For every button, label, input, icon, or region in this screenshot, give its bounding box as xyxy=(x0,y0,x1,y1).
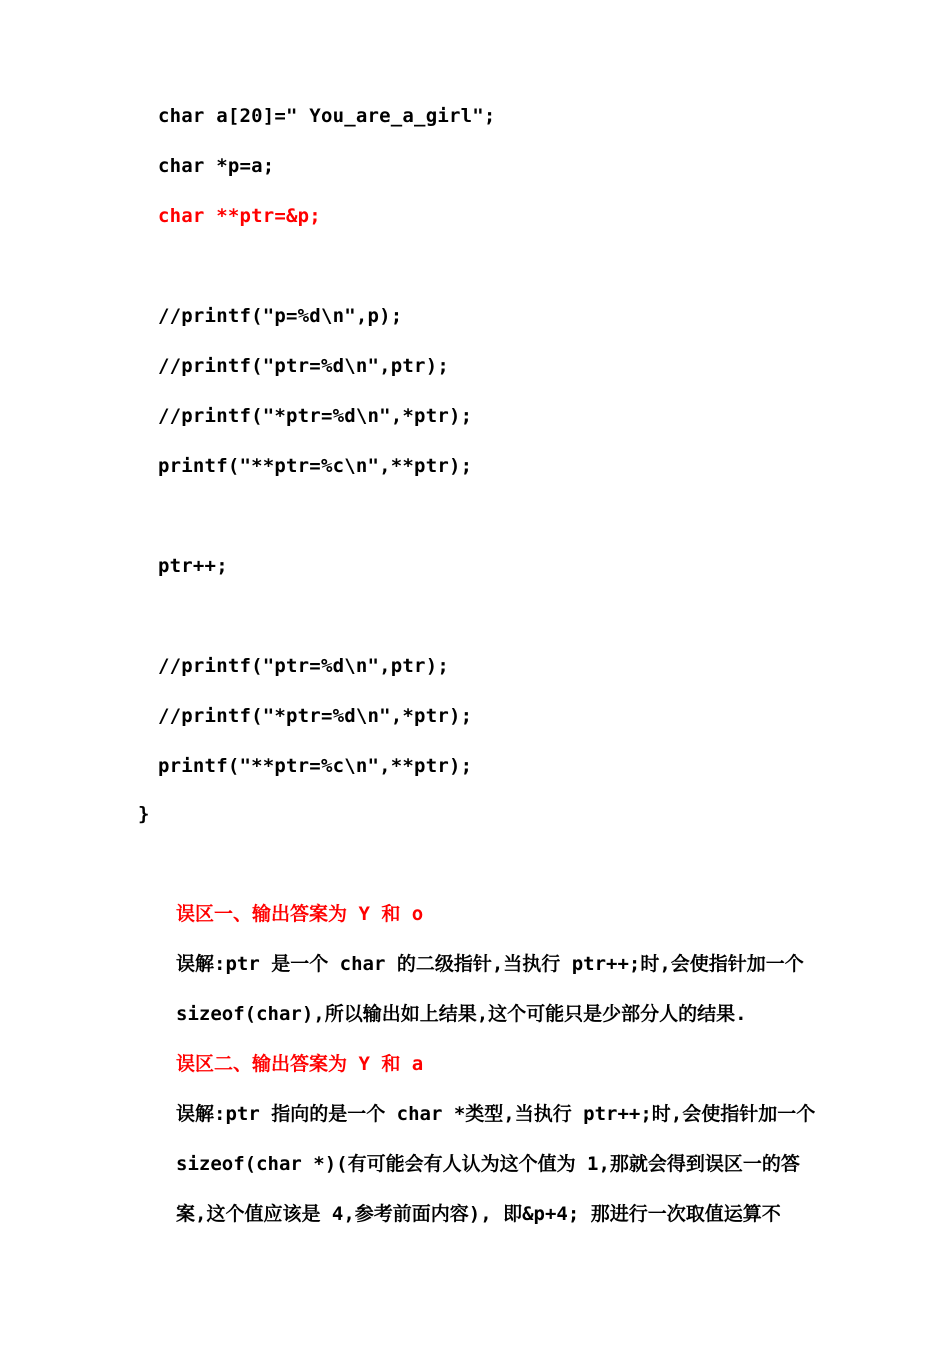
misconception-heading-1: 误区一、输出答案为 Y 和 o xyxy=(176,903,424,925)
code-line: //printf("ptr=%d\n",ptr); xyxy=(158,355,449,377)
code-line-blank xyxy=(158,498,918,548)
closing-brace: } xyxy=(138,803,150,825)
explanation-line: 误解:ptr 是一个 char 的二级指针,当执行 ptr++;时,会使指针加一个 xyxy=(176,953,804,975)
explanation-line: sizeof(char),所以输出如上结果,这个可能只是少部分人的结果. xyxy=(176,1003,747,1025)
explanation-notes xyxy=(176,896,876,1246)
explanation-line: 案,这个值应该是 4,参考前面内容), 即&p+4; 那进行一次取值运算不 xyxy=(176,1203,781,1225)
code-line-blank xyxy=(158,248,918,298)
misconception-heading-2: 误区二、输出答案为 Y 和 a xyxy=(176,1053,424,1075)
explanation-line: 误解:ptr 指向的是一个 char *类型,当执行 ptr++;时,会使指针加一个 xyxy=(176,1103,816,1125)
code-line: //printf("p=%d\n",p); xyxy=(158,305,403,327)
code-line-highlighted: char **ptr=&p; xyxy=(158,205,321,227)
code-line: //printf("*ptr=%d\n",*ptr); xyxy=(158,405,473,427)
code-line: char *p=a; xyxy=(158,155,275,177)
code-line: printf("**ptr=%c\n",**ptr); xyxy=(158,455,473,477)
explanation-line: sizeof(char *)(有可能会有人认为这个值为 1,那就会得到误区一的答 xyxy=(176,1153,800,1175)
code-line: char a[20]=" You_are_a_girl"; xyxy=(158,105,496,127)
code-line-blank xyxy=(158,598,918,648)
code-line: ptr++; xyxy=(158,555,228,577)
code-line: //printf("ptr=%d\n",ptr); xyxy=(158,655,449,677)
code-line: printf("**ptr=%c\n",**ptr); xyxy=(158,755,473,777)
code-line: //printf("*ptr=%d\n",*ptr); xyxy=(158,705,473,727)
code-block xyxy=(158,98,918,798)
